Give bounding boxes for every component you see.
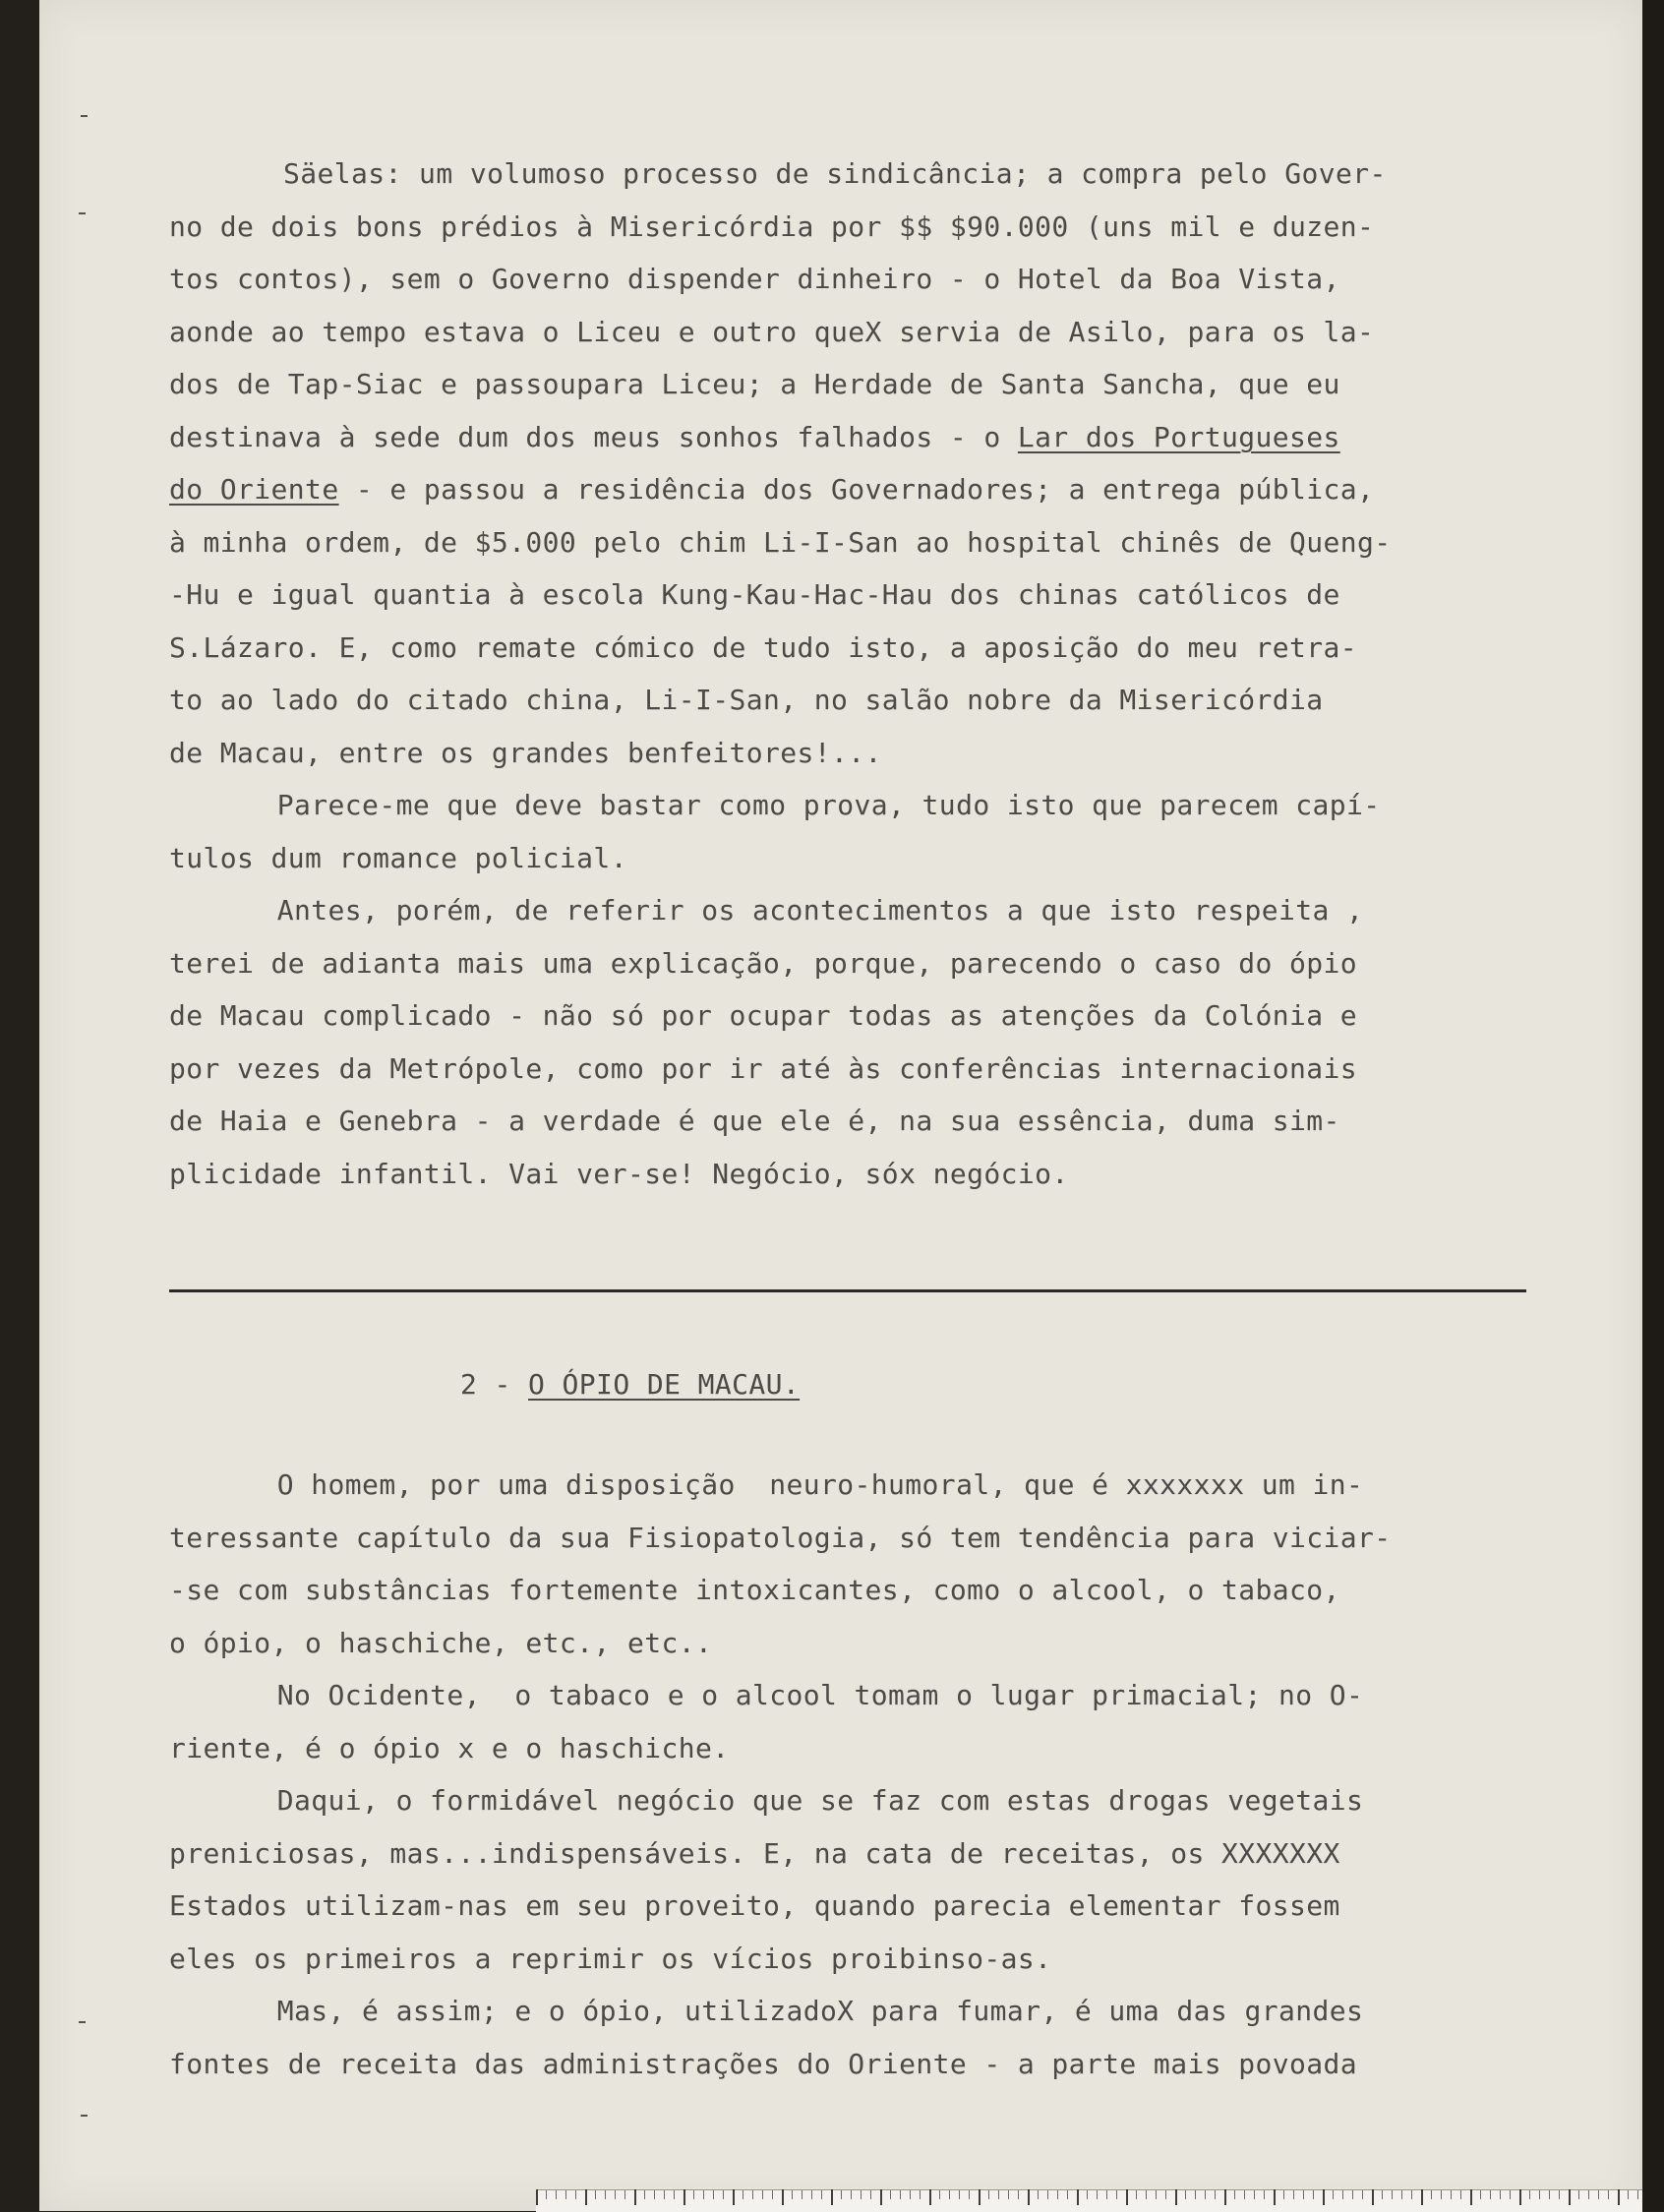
text-line: Daqui, o formidável negócio que se faz com estas drogas vegetais xyxy=(226,1784,1364,1817)
text-segment: destinava à sede dum dos meus sonhos falhados - o xyxy=(169,421,1018,453)
margin-mark xyxy=(79,212,86,214)
text-line: à minha ordem, de $5.000 pelo chim Li-I-San ao hospital chinês de Queng- xyxy=(169,526,1392,559)
text-line: de Macau complicado - não só por ocupar todas as atenções da Colónia e xyxy=(169,999,1358,1032)
text-line: Parece-me que deve bastar como prova, tudo isto que parecem capí- xyxy=(226,789,1381,821)
text-line xyxy=(169,473,1374,507)
text-line: de Haia e Genebra - a verdade é que ele é, na sua essência, duma sim- xyxy=(169,1105,1340,1137)
text-line: fontes de receita das administrações do Oriente - a parte mais povoada xyxy=(169,2048,1358,2080)
text-line: S.Lázaro. E, como remate cómico de tudo isto, a aposição do meu retra- xyxy=(169,631,1358,664)
text-line: -Hu e igual quantia à escola Kung-Kau-Hac-Hau dos chinas católicos de xyxy=(169,578,1340,611)
underlined-title: do Oriente xyxy=(169,473,339,506)
text-line: O homem, por uma disposição neuro-humoral, que é xxxxxxx um in- xyxy=(226,1468,1364,1501)
text-segment: - e passou a residência dos Governadores; a entrega pública, xyxy=(355,473,1375,506)
text-line: terei de adianta mais uma explicação, porque, parecendo o caso do ópio xyxy=(169,947,1358,980)
scanner-edge xyxy=(1642,0,1664,2211)
margin-mark xyxy=(81,115,88,117)
scale-ruler-major-ticks xyxy=(536,2189,1642,2205)
text-line: riente, é o ópio x e o haschiche. xyxy=(169,1732,730,1764)
text-line: eles os primeiros a reprimir os vícios proibinso-as. xyxy=(169,1943,1052,1975)
section-number: 2 - xyxy=(460,1368,529,1401)
text-line: no de dois bons prédios à Misericórdia por $$ $90.000 (uns mil e duzen- xyxy=(169,210,1375,243)
text-line: Mas, é assim; e o ópio, utilizadoX para fumar, é uma das grandes xyxy=(226,1995,1364,2027)
text-line: plicidade infantil. Vai ver-se! Negócio, sóx negócio. xyxy=(169,1158,1069,1190)
section-divider xyxy=(169,1289,1526,1292)
text-line: aonde ao tempo estava o Liceu e outro queX servia de Asilo, para os la- xyxy=(169,316,1375,348)
text-line: tos contos), sem o Governo dispender dinheiro - o Hotel da Boa Vista, xyxy=(169,263,1340,295)
margin-mark xyxy=(81,2115,88,2117)
text-line: to ao lado do citado china, Li-I-San, no salão nobre da Misericórdia xyxy=(169,684,1324,716)
text-line xyxy=(169,421,1340,454)
text-line: Säelas: um volumoso processo de sindicância; a compra pelo Gover- xyxy=(283,157,1387,190)
underlined-title: Lar dos Portugueses xyxy=(1017,421,1340,453)
text-line: de Macau, entre os grandes benfeitores!... xyxy=(169,737,882,769)
text-line: Antes, porém, de referir os acontecimentos a que isto respeita , xyxy=(226,894,1364,927)
margin-mark xyxy=(79,2021,86,2023)
section-title: O ÓPIO DE MACAU. xyxy=(528,1368,801,1401)
text-line: -se com substâncias fortemente intoxicantes, como o alcool, o tabaco, xyxy=(169,1574,1340,1606)
text-line: Estados utilizam-nas em seu proveito, quando parecia elementar fossem xyxy=(169,1889,1340,1922)
text-line: No Ocidente, o tabaco e o alcool tomam o lugar primacial; no O- xyxy=(226,1679,1364,1711)
section-heading xyxy=(460,1368,800,1402)
text-line: tulos dum romance policial. xyxy=(169,842,627,874)
text-line: dos de Tap-Siac e passoupara Liceu; a Herdade de Santa Sancha, que eu xyxy=(169,368,1340,400)
text-line: teressante capítulo da sua Fisiopatologia, só tem tendência para viciar- xyxy=(169,1522,1392,1554)
text-line: preniciosas, mas...indispensáveis. E, na cata de receitas, os XXXXXXX xyxy=(169,1837,1340,1870)
text-line: o ópio, o haschiche, etc., etc.. xyxy=(169,1627,713,1659)
text-line: por vezes da Metrópole, como por ir até às conferências internacionais xyxy=(169,1052,1358,1085)
